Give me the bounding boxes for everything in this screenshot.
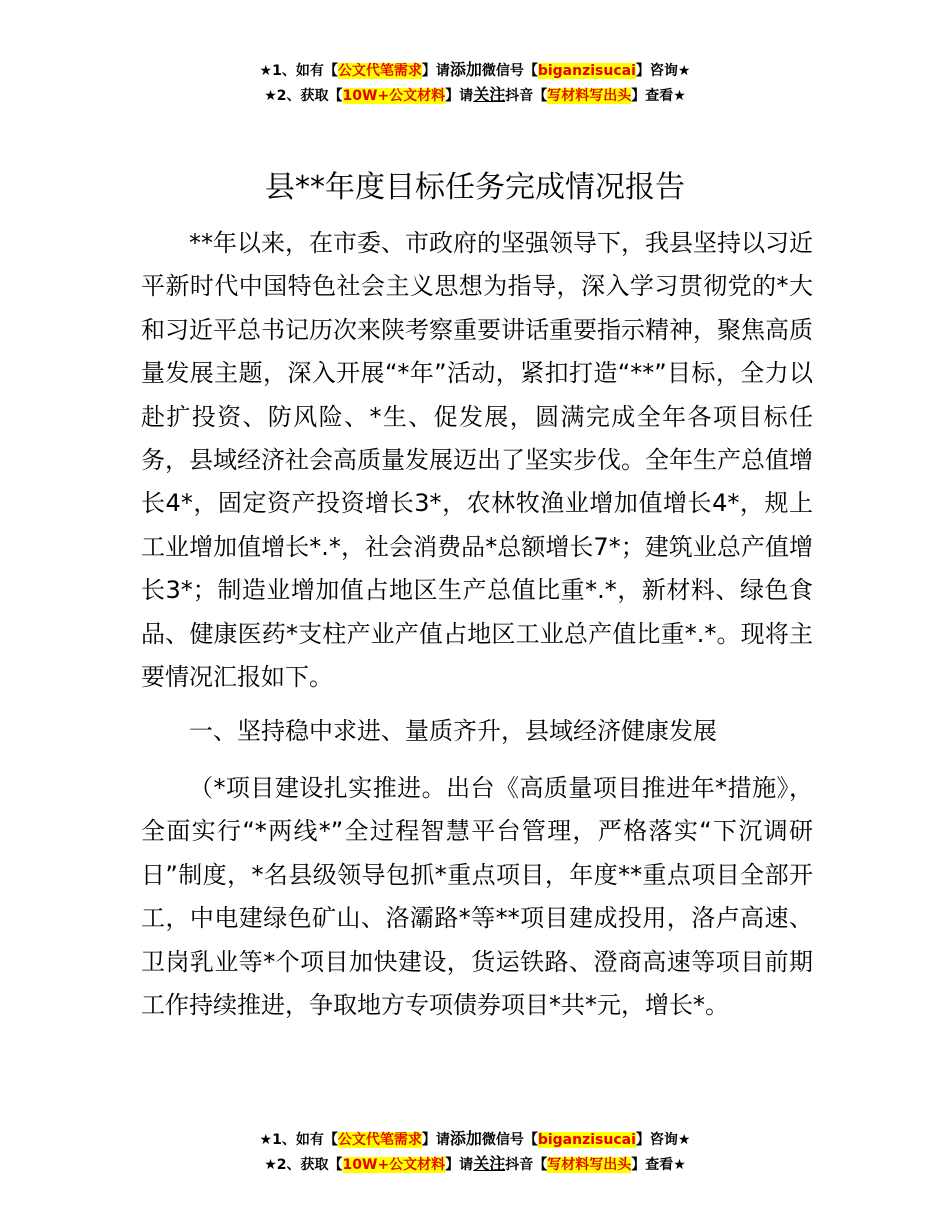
paragraph-text: （*项目建设扎实推进。出台《高质量项目推进年*措施》，全面实行“*两线*”全过程智慧平台管理，严格落实“下沉调研日”制度，*名县级领导包抓*重点项目，年度**重点项目全部开工，中电建绿色矿山、洛灞路*等**项目建成投用，洛卢高速、卫岗乳业等*个项目加快建设，货运铁路、澄商高速等项目前期工作持续推进，争取地方专项债券项目*共*元，增长*。: [141, 774, 813, 1020]
promo-emphasis: 添加: [449, 60, 482, 79]
paragraph-text: **年以来，在市委、市政府的坚强领导下，我县坚持以习近平新时代中国特色社会主义思想为指导，深入学习贯彻党的*大和习近平总书记历次来陕考察重要讲话重要指示精神，聚焦高质量发展主题，深入开展“*年”活动，紧扣打造“**”目标，全力以赴扩投资、防风险、*生、促发展，圆满完成全年各项目标任务，县域经济社会高质量发展迈出了坚实步伐。全年生产总值增长4*，固定资产投资增长3*，农林牧渔业增加值增长4*，规上工业增加值增长*.*，社会消费品*总额增长7*；建筑业总产值增长3*；制造业增加值占地区生产总值比重*.*，新材料、绿色食品、健康医药*支柱产业产值占地区工业总产值比重*.*。现将主要情况汇报如下。: [141, 229, 813, 692]
promo-emphasis: 关注: [473, 1154, 506, 1173]
promo-text: 】咨询★: [635, 1132, 691, 1148]
heading-text: 一、坚持稳中求进、量质齐升，县域经济健康发展: [189, 717, 717, 745]
promo-banner-bottom: [0, 1127, 950, 1177]
promo-text: 】咨询★: [635, 63, 691, 79]
promo-highlight: biganzisucai: [537, 63, 636, 79]
promo-emphasis: 添加: [449, 1129, 482, 1148]
promo-text: 】请: [421, 63, 450, 79]
promo-text: 】请: [445, 88, 474, 104]
promo-text: 抖音【: [505, 1157, 548, 1173]
promo-line-1: [0, 58, 950, 83]
document-title: 县**年度目标任务完成情况报告: [265, 170, 685, 205]
body-paragraph-2: [141, 767, 813, 1027]
promo-highlight: 10W+公文材料: [342, 1157, 446, 1173]
promo-line-1: [0, 1127, 950, 1152]
promo-text: 抖音【: [505, 88, 548, 104]
promo-text: 】请: [445, 1157, 474, 1173]
promo-text: ★2、获取【: [264, 1157, 343, 1173]
promo-emphasis: 关注: [473, 85, 506, 104]
promo-text: 】查看★: [631, 1157, 686, 1173]
promo-banner-top: [0, 58, 950, 108]
promo-text: 】查看★: [631, 88, 686, 104]
section-heading-1: [141, 710, 813, 753]
promo-line-2: [0, 83, 950, 108]
promo-text: 】请: [421, 1132, 450, 1148]
promo-highlight: 10W+公文材料: [342, 88, 446, 104]
promo-text: ★1、如有【: [259, 63, 338, 79]
promo-highlight: 公文代笔需求: [337, 1132, 422, 1148]
promo-text: 微信号【: [481, 63, 538, 79]
body-paragraph-1: [141, 222, 813, 699]
promo-highlight: biganzisucai: [537, 1132, 636, 1148]
promo-text: 微信号【: [481, 1132, 538, 1148]
promo-highlight: 写材料写出头: [547, 1157, 632, 1173]
promo-highlight: 公文代笔需求: [337, 63, 422, 79]
promo-highlight: 写材料写出头: [547, 88, 632, 104]
promo-line-2: [0, 1152, 950, 1177]
promo-text: ★1、如有【: [259, 1132, 338, 1148]
promo-text: ★2、获取【: [264, 88, 343, 104]
